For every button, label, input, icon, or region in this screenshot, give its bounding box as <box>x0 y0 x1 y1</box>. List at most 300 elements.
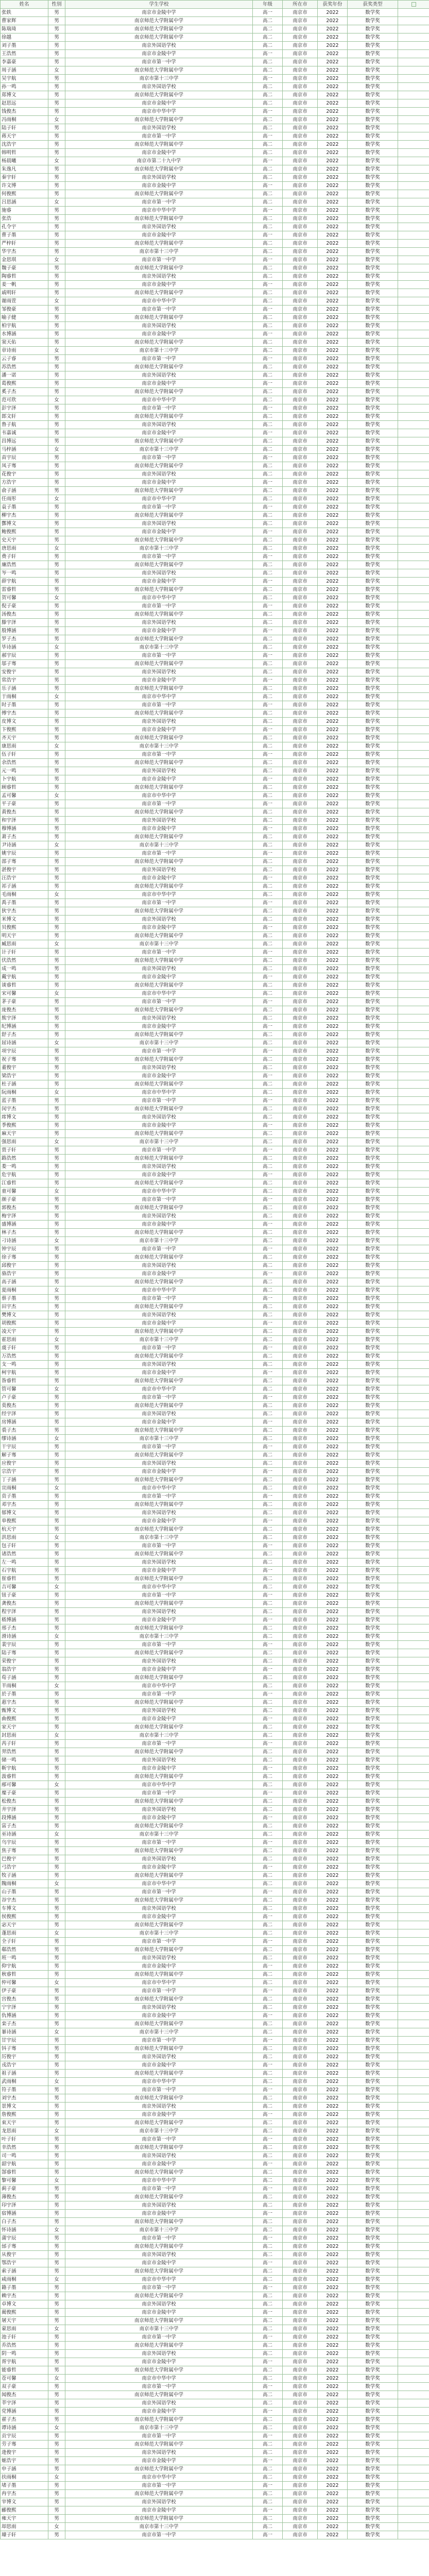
cell-empty[interactable] <box>398 1080 429 1089</box>
cell-school[interactable]: 南京市中华中学 <box>65 1385 253 1394</box>
cell-year[interactable]: 2022 <box>318 2325 348 2333</box>
cell-type[interactable]: 数学奖 <box>348 808 398 817</box>
cell-school[interactable]: 南京市第一中学 <box>65 850 253 858</box>
cell-year[interactable]: 2022 <box>318 701 348 709</box>
cell-grade[interactable]: 高二 <box>253 742 283 751</box>
cell-type[interactable]: 数学奖 <box>348 149 398 157</box>
table-row[interactable] <box>1 660 429 668</box>
cell-city[interactable]: 南京市 <box>283 948 318 957</box>
cell-empty[interactable] <box>398 1221 429 1229</box>
cell-year[interactable]: 2022 <box>318 380 348 388</box>
cell-type[interactable]: 数学奖 <box>348 2004 398 2012</box>
cell-city[interactable]: 南京市 <box>283 2441 318 2449</box>
cell-empty[interactable] <box>398 132 429 141</box>
cell-name[interactable]: 窦天佑 <box>1 338 48 347</box>
cell-grade[interactable]: 高二 <box>253 1113 283 1122</box>
cell-gender[interactable]: 男 <box>48 1616 65 1624</box>
cell-empty[interactable] <box>398 1962 429 1971</box>
cell-school[interactable]: 南京外国语学校 <box>65 2300 253 2309</box>
cell-type[interactable]: 数学奖 <box>348 2383 398 2391</box>
cell-year[interactable]: 2022 <box>318 817 348 825</box>
cell-year[interactable]: 2022 <box>318 1014 348 1023</box>
cell-gender[interactable]: 男 <box>48 75 65 83</box>
cell-year[interactable]: 2022 <box>318 1600 348 1608</box>
cell-grade[interactable]: 高一 <box>253 701 283 709</box>
cell-name[interactable]: 牧子涵 <box>1 1872 48 1880</box>
cell-grade[interactable]: 高一 <box>253 108 283 116</box>
cell-year[interactable]: 2022 <box>318 2366 348 2375</box>
cell-city[interactable]: 南京市 <box>283 1591 318 1600</box>
cell-type[interactable]: 数学奖 <box>348 2127 398 2136</box>
cell-school[interactable]: 南京师范大学附属中学 <box>65 314 253 322</box>
cell-name[interactable]: 谢雨萱 <box>1 297 48 306</box>
cell-type[interactable]: 数学奖 <box>348 66 398 75</box>
cell-type[interactable]: 数学奖 <box>348 1245 398 1253</box>
cell-gender[interactable]: 男 <box>48 1501 65 1509</box>
cell-type[interactable]: 数学奖 <box>348 42 398 50</box>
cell-name[interactable]: 隗雨桐 <box>1 1880 48 1888</box>
table-row[interactable] <box>1 1641 429 1649</box>
cell-school[interactable]: 南京外国语学校 <box>65 1262 253 1270</box>
cell-city[interactable]: 南京市 <box>283 1847 318 1855</box>
cell-year[interactable]: 2022 <box>318 1542 348 1550</box>
cell-school[interactable]: 南京市第一中学 <box>65 1245 253 1253</box>
table-row[interactable] <box>1 1707 429 1715</box>
cell-gender[interactable]: 女 <box>48 742 65 751</box>
cell-grade[interactable]: 高二 <box>253 932 283 940</box>
cell-empty[interactable] <box>398 709 429 718</box>
cell-grade[interactable]: 高二 <box>253 388 283 396</box>
cell-empty[interactable] <box>398 1253 429 1262</box>
cell-school[interactable]: 南京市金陵中学 <box>65 1962 253 1971</box>
cell-grade[interactable]: 高一 <box>253 1047 283 1056</box>
cell-city[interactable]: 南京市 <box>283 2103 318 2111</box>
cell-name[interactable]: 邰子骞 <box>1 2243 48 2251</box>
cell-gender[interactable]: 男 <box>48 734 65 742</box>
cell-empty[interactable] <box>398 1863 429 1872</box>
cell-type[interactable]: 数学奖 <box>348 182 398 190</box>
cell-year[interactable]: 2022 <box>318 726 348 734</box>
cell-name[interactable]: 厉俊宇 <box>1 2053 48 2061</box>
cell-type[interactable]: 数学奖 <box>348 1146 398 1155</box>
cell-gender[interactable]: 男 <box>48 528 65 536</box>
cell-school[interactable]: 南京师范大学附属中学 <box>65 1624 253 1633</box>
cell-grade[interactable]: 高二 <box>253 396 283 404</box>
cell-grade[interactable]: 高二 <box>253 1550 283 1558</box>
cell-city[interactable]: 南京市 <box>283 256 318 264</box>
cell-type[interactable]: 数学奖 <box>348 693 398 701</box>
cell-empty[interactable] <box>398 9 429 17</box>
cell-school[interactable]: 南京师范大学附属中学 <box>65 1674 253 1682</box>
table-row[interactable] <box>1 1311 429 1319</box>
cell-year[interactable]: 2022 <box>318 1476 348 1484</box>
cell-school[interactable]: 南京市第一中学 <box>65 256 253 264</box>
cell-school[interactable]: 南京师范大学附属中学 <box>65 2366 253 2375</box>
cell-type[interactable]: 数学奖 <box>348 396 398 404</box>
table-row[interactable] <box>1 2391 429 2399</box>
cell-gender[interactable]: 男 <box>48 957 65 965</box>
cell-school[interactable]: 南京市第十三中学 <box>65 2028 253 2037</box>
cell-type[interactable]: 数学奖 <box>348 1732 398 1740</box>
table-row[interactable] <box>1 1493 429 1501</box>
cell-grade[interactable]: 高二 <box>253 1558 283 1567</box>
cell-type[interactable]: 数学奖 <box>348 338 398 347</box>
cell-grade[interactable]: 高二 <box>253 2045 283 2053</box>
cell-grade[interactable]: 高二 <box>253 767 283 775</box>
cell-grade[interactable]: 高一 <box>253 281 283 289</box>
table-row[interactable] <box>1 1245 429 1253</box>
cell-empty[interactable] <box>398 2226 429 2234</box>
cell-school[interactable]: 南京师范大学附属中学 <box>65 858 253 866</box>
cell-grade[interactable]: 高一 <box>253 948 283 957</box>
cell-name[interactable]: 祝子骞 <box>1 1056 48 1064</box>
cell-name[interactable]: 卞俊熙 <box>1 726 48 734</box>
cell-name[interactable]: 翁浩宇 <box>1 1666 48 1674</box>
cell-empty[interactable] <box>398 1377 429 1385</box>
cell-gender[interactable]: 男 <box>48 1657 65 1666</box>
cell-city[interactable]: 南京市 <box>283 2358 318 2366</box>
table-row[interactable] <box>1 1526 429 1534</box>
cell-name[interactable]: 房博涵 <box>1 1418 48 1427</box>
cell-year[interactable]: 2022 <box>318 198 348 207</box>
cell-gender[interactable]: 女 <box>48 1484 65 1493</box>
cell-name[interactable]: 阴一鸣 <box>1 2350 48 2358</box>
cell-type[interactable]: 数学奖 <box>348 850 398 858</box>
cell-city[interactable]: 南京市 <box>283 215 318 223</box>
table-row[interactable] <box>1 1649 429 1657</box>
cell-year[interactable]: 2022 <box>318 1822 348 1831</box>
cell-gender[interactable]: 男 <box>48 536 65 545</box>
cell-gender[interactable]: 男 <box>48 2053 65 2061</box>
cell-city[interactable]: 南京市 <box>283 611 318 619</box>
cell-name[interactable]: 邬子骞 <box>1 660 48 668</box>
cell-year[interactable]: 2022 <box>318 2441 348 2449</box>
cell-grade[interactable]: 高一 <box>253 207 283 215</box>
cell-type[interactable]: 数学奖 <box>348 470 398 479</box>
cell-empty[interactable] <box>398 1262 429 1270</box>
cell-name[interactable]: 昌博远 <box>1 437 48 446</box>
cell-grade[interactable]: 高一 <box>253 2284 283 2292</box>
cell-type[interactable]: 数学奖 <box>348 1550 398 1558</box>
cell-year[interactable]: 2022 <box>318 528 348 536</box>
cell-type[interactable]: 数学奖 <box>348 1987 398 1995</box>
cell-grade[interactable]: 高一 <box>253 1221 283 1229</box>
cell-city[interactable]: 南京市 <box>283 2037 318 2045</box>
cell-year[interactable]: 2022 <box>318 1839 348 1847</box>
cell-empty[interactable] <box>398 1295 429 1303</box>
cell-school[interactable]: 南京外国语学校 <box>65 174 253 182</box>
cell-year[interactable]: 2022 <box>318 569 348 578</box>
cell-gender[interactable]: 女 <box>48 1089 65 1097</box>
cell-gender[interactable]: 男 <box>48 1394 65 1402</box>
cell-grade[interactable]: 高二 <box>253 1995 283 2004</box>
cell-gender[interactable]: 男 <box>48 413 65 421</box>
cell-school[interactable]: 南京师范大学附属中学 <box>65 1253 253 1262</box>
cell-city[interactable]: 南京市 <box>283 190 318 198</box>
cell-name[interactable]: 曹家辉 <box>1 17 48 25</box>
table-row[interactable] <box>1 1839 429 1847</box>
cell-type[interactable]: 数学奖 <box>348 165 398 174</box>
table-row[interactable] <box>1 322 429 330</box>
cell-name[interactable]: 薛宇航 <box>1 578 48 586</box>
cell-year[interactable]: 2022 <box>318 1262 348 1270</box>
cell-type[interactable]: 数学奖 <box>348 528 398 536</box>
cell-year[interactable]: 2022 <box>318 891 348 899</box>
cell-school[interactable]: 南京外国语学校 <box>65 1509 253 1517</box>
cell-type[interactable]: 数学奖 <box>348 561 398 569</box>
cell-grade[interactable]: 高二 <box>253 2375 283 2383</box>
cell-name[interactable]: 白子杰 <box>1 2218 48 2226</box>
cell-name[interactable]: 蒙思雨 <box>1 2325 48 2333</box>
cell-city[interactable]: 南京市 <box>283 124 318 132</box>
cell-empty[interactable] <box>398 1484 429 1493</box>
cell-city[interactable]: 南京市 <box>283 1550 318 1558</box>
cell-empty[interactable] <box>398 83 429 91</box>
cell-year[interactable]: 2022 <box>318 2317 348 2325</box>
cell-empty[interactable] <box>398 240 429 248</box>
cell-city[interactable]: 南京市 <box>283 990 318 998</box>
cell-empty[interactable] <box>398 1979 429 1987</box>
cell-gender[interactable]: 男 <box>48 1591 65 1600</box>
cell-type[interactable]: 数学奖 <box>348 1006 398 1014</box>
cell-type[interactable]: 数学奖 <box>348 2375 398 2383</box>
cell-year[interactable]: 2022 <box>318 2309 348 2317</box>
table-row[interactable] <box>1 1105 429 1113</box>
cell-year[interactable]: 2022 <box>318 767 348 775</box>
table-row[interactable] <box>1 446 429 454</box>
cell-type[interactable]: 数学奖 <box>348 2177 398 2185</box>
cell-empty[interactable] <box>398 2136 429 2144</box>
cell-city[interactable]: 南京市 <box>283 825 318 833</box>
cell-empty[interactable] <box>398 1987 429 1995</box>
cell-school[interactable]: 南京外国语学校 <box>65 2201 253 2210</box>
table-row[interactable] <box>1 1377 429 1385</box>
table-row[interactable] <box>1 2383 429 2391</box>
cell-type[interactable]: 数学奖 <box>348 1262 398 1270</box>
cell-gender[interactable]: 女 <box>48 1336 65 1344</box>
cell-city[interactable]: 南京市 <box>283 1666 318 1674</box>
cell-type[interactable]: 数学奖 <box>348 718 398 726</box>
table-row[interactable] <box>1 916 429 924</box>
cell-city[interactable]: 南京市 <box>283 264 318 273</box>
cell-city[interactable]: 南京市 <box>283 2070 318 2078</box>
cell-city[interactable]: 南京市 <box>283 940 318 948</box>
cell-school[interactable]: 南京师范大学附属中学 <box>65 2094 253 2103</box>
cell-year[interactable]: 2022 <box>318 1855 348 1863</box>
cell-type[interactable]: 数学奖 <box>348 1278 398 1286</box>
cell-name[interactable]: 贾子轩 <box>1 1146 48 1155</box>
cell-city[interactable]: 南京市 <box>283 709 318 718</box>
cell-name[interactable]: 管可馨 <box>1 1385 48 1394</box>
cell-city[interactable]: 南京市 <box>283 1732 318 1740</box>
cell-grade[interactable]: 高一 <box>253 1146 283 1155</box>
cell-gender[interactable]: 男 <box>48 1468 65 1476</box>
cell-year[interactable]: 2022 <box>318 322 348 330</box>
cell-gender[interactable]: 男 <box>48 1748 65 1756</box>
cell-name[interactable]: 万浩然 <box>1 1352 48 1361</box>
cell-empty[interactable] <box>398 775 429 784</box>
cell-type[interactable]: 数学奖 <box>348 2061 398 2070</box>
table-row[interactable] <box>1 1130 429 1138</box>
cell-grade[interactable]: 高二 <box>253 413 283 421</box>
cell-gender[interactable]: 男 <box>48 866 65 874</box>
table-row[interactable] <box>1 1089 429 1097</box>
cell-school[interactable]: 南京外国语学校 <box>65 2004 253 2012</box>
cell-city[interactable]: 南京市 <box>283 2276 318 2284</box>
cell-city[interactable]: 南京市 <box>283 487 318 495</box>
cell-grade[interactable]: 高一 <box>253 2309 283 2317</box>
cell-year[interactable]: 2022 <box>318 545 348 553</box>
cell-empty[interactable] <box>398 2012 429 2020</box>
cell-year[interactable]: 2022 <box>318 2160 348 2168</box>
cell-gender[interactable]: 男 <box>48 2457 65 2465</box>
cell-name[interactable]: 左一鸣 <box>1 1558 48 1567</box>
cell-empty[interactable] <box>398 380 429 388</box>
cell-school[interactable]: 南京市金陵中学 <box>65 1863 253 1872</box>
cell-gender[interactable]: 男 <box>48 759 65 767</box>
cell-gender[interactable]: 男 <box>48 1080 65 1089</box>
cell-city[interactable]: 南京市 <box>283 899 318 907</box>
cell-school[interactable]: 南京师范大学附属中学 <box>65 685 253 693</box>
cell-type[interactable]: 数学奖 <box>348 1130 398 1138</box>
cell-type[interactable]: 数学奖 <box>348 25 398 33</box>
cell-gender[interactable]: 女 <box>48 693 65 701</box>
cell-year[interactable]: 2022 <box>318 91 348 99</box>
table-row[interactable] <box>1 1971 429 1979</box>
cell-year[interactable]: 2022 <box>318 1938 348 1946</box>
cell-school[interactable]: 南京师范大学附属中学 <box>65 883 253 891</box>
cell-grade[interactable]: 高一 <box>253 1938 283 1946</box>
cell-city[interactable]: 南京市 <box>283 503 318 512</box>
cell-school[interactable]: 南京师范大学附属中学 <box>65 1723 253 1732</box>
cell-year[interactable]: 2022 <box>318 1765 348 1773</box>
cell-school[interactable]: 南京师范大学附属中学 <box>65 1847 253 1855</box>
table-row[interactable] <box>1 2160 429 2168</box>
cell-gender[interactable]: 男 <box>48 2399 65 2408</box>
cell-grade[interactable]: 高一 <box>253 1270 283 1278</box>
table-row[interactable] <box>1 1905 429 1913</box>
cell-year[interactable]: 2022 <box>318 2276 348 2284</box>
table-row[interactable] <box>1 520 429 528</box>
cell-year[interactable]: 2022 <box>318 2465 348 2473</box>
cell-city[interactable]: 南京市 <box>283 1888 318 1896</box>
cell-year[interactable]: 2022 <box>318 1526 348 1534</box>
cell-gender[interactable]: 男 <box>48 58 65 66</box>
cell-empty[interactable] <box>398 66 429 75</box>
cell-year[interactable]: 2022 <box>318 2292 348 2300</box>
cell-name[interactable]: 封思雨 <box>1 1732 48 1740</box>
cell-school[interactable]: 南京师范大学附属中学 <box>65 1798 253 1806</box>
cell-city[interactable]: 南京市 <box>283 182 318 190</box>
cell-year[interactable]: 2022 <box>318 330 348 338</box>
cell-name[interactable]: 邵子骞 <box>1 858 48 866</box>
cell-year[interactable]: 2022 <box>318 1567 348 1575</box>
cell-empty[interactable] <box>398 322 429 330</box>
cell-grade[interactable]: 高一 <box>253 1641 283 1649</box>
table-row[interactable] <box>1 2333 429 2342</box>
cell-city[interactable]: 南京市 <box>283 2333 318 2342</box>
cell-grade[interactable]: 高二 <box>253 1699 283 1707</box>
cell-year[interactable]: 2022 <box>318 1138 348 1146</box>
table-row[interactable] <box>1 569 429 578</box>
cell-year[interactable]: 2022 <box>318 1971 348 1979</box>
cell-grade[interactable]: 高二 <box>253 718 283 726</box>
cell-grade[interactable]: 高一 <box>253 50 283 58</box>
cell-empty[interactable] <box>398 1822 429 1831</box>
cell-year[interactable]: 2022 <box>318 1385 348 1394</box>
cell-name[interactable]: 甄博文 <box>1 1707 48 1715</box>
cell-school[interactable]: 南京市金陵中学 <box>65 627 253 635</box>
cell-name[interactable]: 朱逸凡 <box>1 165 48 174</box>
cell-grade[interactable]: 高一 <box>253 825 283 833</box>
cell-gender[interactable]: 女 <box>48 446 65 454</box>
cell-year[interactable]: 2022 <box>318 2061 348 2070</box>
table-row[interactable] <box>1 124 429 132</box>
cell-school[interactable]: 南京市金陵中学 <box>65 2111 253 2119</box>
cell-empty[interactable] <box>398 2218 429 2226</box>
cell-empty[interactable] <box>398 1344 429 1352</box>
table-row[interactable] <box>1 561 429 569</box>
cell-type[interactable]: 数学奖 <box>348 2333 398 2342</box>
cell-school[interactable]: 南京市中华中学 <box>65 396 253 404</box>
cell-grade[interactable]: 高二 <box>253 124 283 132</box>
cell-type[interactable]: 数学奖 <box>348 1905 398 1913</box>
cell-type[interactable]: 数学奖 <box>348 1089 398 1097</box>
cell-empty[interactable] <box>398 1056 429 1064</box>
cell-type[interactable]: 数学奖 <box>348 1971 398 1979</box>
cell-name[interactable]: 崔睿哲 <box>1 1575 48 1583</box>
cell-city[interactable]: 南京市 <box>283 726 318 734</box>
cell-year[interactable]: 2022 <box>318 2457 348 2465</box>
table-row[interactable] <box>1 503 429 512</box>
cell-type[interactable]: 数学奖 <box>348 751 398 759</box>
cell-type[interactable]: 数学奖 <box>348 1460 398 1468</box>
cell-grade[interactable]: 高二 <box>253 2391 283 2399</box>
cell-gender[interactable]: 女 <box>48 396 65 404</box>
cell-grade[interactable]: 高二 <box>253 1509 283 1517</box>
cell-name[interactable]: 贡宇辰 <box>1 2432 48 2441</box>
cell-name[interactable]: 平子豪 <box>1 800 48 808</box>
cell-type[interactable]: 数学奖 <box>348 1682 398 1690</box>
cell-school[interactable]: 南京市第一中学 <box>65 602 253 611</box>
cell-grade[interactable]: 高一 <box>253 1715 283 1723</box>
table-row[interactable] <box>1 586 429 594</box>
cell-grade[interactable]: 高二 <box>253 2342 283 2350</box>
cell-empty[interactable] <box>398 726 429 734</box>
cell-school[interactable]: 南京师范大学附属中学 <box>65 2441 253 2449</box>
cell-gender[interactable]: 男 <box>48 1517 65 1526</box>
cell-empty[interactable] <box>398 858 429 866</box>
cell-empty[interactable] <box>398 2490 429 2498</box>
cell-grade[interactable]: 高一 <box>253 1814 283 1822</box>
cell-empty[interactable] <box>398 2333 429 2342</box>
cell-empty[interactable] <box>398 207 429 215</box>
cell-grade[interactable]: 高二 <box>253 1427 283 1435</box>
cell-grade[interactable]: 高二 <box>253 2465 283 2473</box>
cell-year[interactable]: 2022 <box>318 998 348 1006</box>
cell-name[interactable]: 颜子豪 <box>1 1196 48 1204</box>
table-row[interactable] <box>1 1995 429 2004</box>
cell-year[interactable]: 2022 <box>318 1402 348 1410</box>
cell-grade[interactable]: 高一 <box>253 726 283 734</box>
cell-city[interactable]: 南京市 <box>283 1006 318 1014</box>
cell-name[interactable]: 蒋天宇 <box>1 132 48 141</box>
cell-name[interactable]: 酆博文 <box>1 520 48 528</box>
table-row[interactable] <box>1 1542 429 1550</box>
cell-type[interactable]: 数学奖 <box>348 17 398 25</box>
table-row[interactable] <box>1 1451 429 1460</box>
cell-gender[interactable]: 男 <box>48 1023 65 1031</box>
